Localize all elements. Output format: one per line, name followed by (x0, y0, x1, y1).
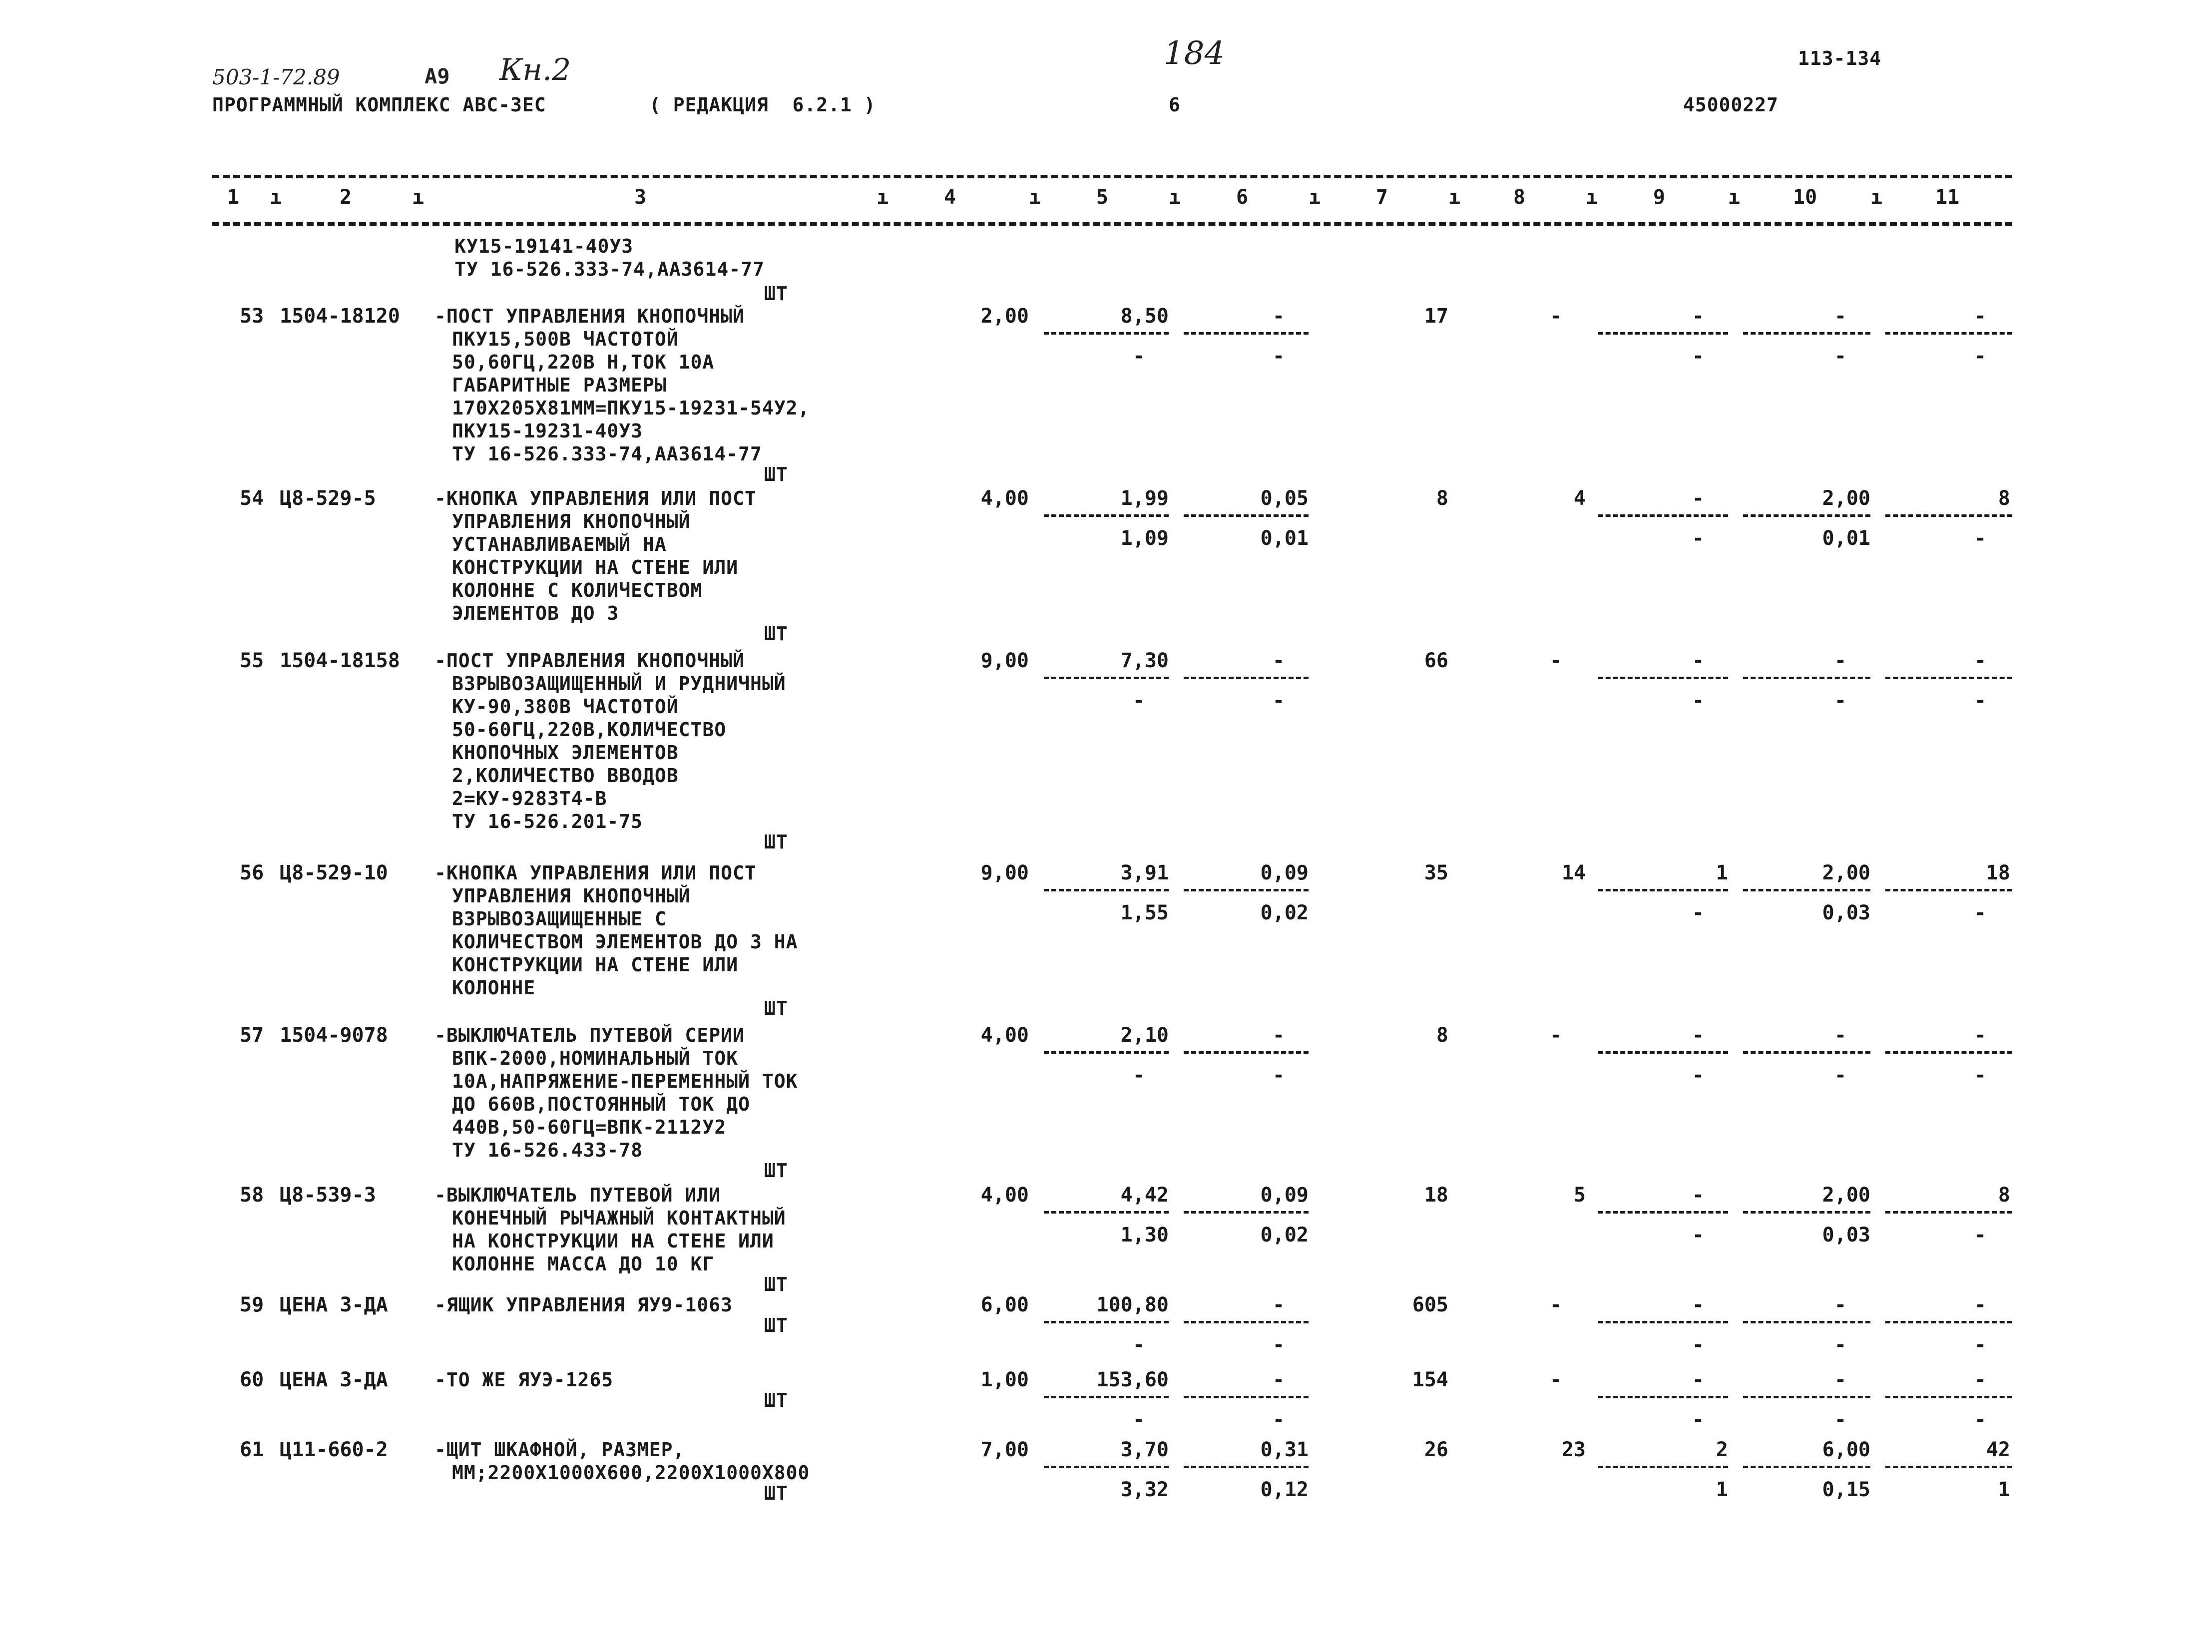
cell-c9b-dash: - (1692, 1064, 1705, 1087)
cell-c6: 0,09 (1260, 861, 1309, 884)
row-number: 61 (240, 1438, 264, 1461)
fraction-line (1885, 1051, 2012, 1054)
row-description-line: ВЗРЫВОЗАЩИЩЕННЫЕ С (452, 908, 667, 930)
cell-c11b-dash: - (1974, 527, 1987, 550)
fraction-line (1598, 1321, 1728, 1323)
cell-c11-dash: - (1974, 1024, 1987, 1047)
cell-c4: 4,00 (980, 1184, 1029, 1207)
doc-code: 503-1-72.89 (212, 65, 340, 89)
continuation-line: КУ15-19141-40УЗ (454, 235, 634, 257)
cell-c5: 2,10 (1120, 1024, 1169, 1047)
cell-c4: 9,00 (980, 861, 1029, 884)
cell-c5: 8,50 (1120, 305, 1169, 328)
col-header-3: 3 (634, 186, 647, 209)
fraction-line (1044, 1396, 1169, 1398)
row-code: 1504-9078 (280, 1024, 388, 1047)
row-unit: ШТ (764, 463, 788, 485)
row-unit: ШТ (764, 831, 788, 853)
cell-c7: 17 (1424, 305, 1448, 328)
row-description-line: КОЛИЧЕСТВОМ ЭЛЕМЕНТОВ ДО 3 НА (452, 931, 798, 953)
cell-c11-dash: - (1974, 1293, 1987, 1316)
row-description-line: 2,КОЛИЧЕСТВО ВВОДОВ (452, 765, 679, 787)
col-header-8: 8 (1513, 186, 1526, 209)
row-description-line: -ВЫКЛЮЧАТЕЛЬ ПУТЕВОЙ СЕРИИ (435, 1024, 745, 1046)
cell-c6b-dash: - (1272, 345, 1285, 368)
cell-c9b-dash: - (1692, 527, 1705, 550)
row-description-line: ПКУ15,500В ЧАСТОТОЙ (452, 328, 679, 350)
cell-c11b-dash: - (1974, 901, 1987, 924)
page-handwritten: 184 (1164, 35, 1225, 72)
cell-c9b-dash: - (1692, 689, 1705, 712)
cell-c11: 8 (1998, 487, 2010, 510)
col-separator: ı (877, 186, 889, 209)
cell-c8-dash: - (1549, 649, 1562, 672)
cell-c10b-dash: - (1834, 1064, 1847, 1087)
cell-c10: 2,00 (1822, 861, 1870, 884)
cell-c5b-dash: - (1132, 1408, 1145, 1431)
row-code: Ц8-529-10 (280, 861, 388, 884)
col-header-6: 6 (1236, 186, 1249, 209)
cell-c5: 100,80 (1096, 1293, 1169, 1316)
fraction-line (1743, 1211, 1870, 1214)
cell-c5: 4,42 (1120, 1184, 1169, 1207)
row-number: 58 (240, 1184, 264, 1207)
col-header-10: 10 (1793, 186, 1817, 209)
row-description-line: ТУ 16-526.333-74,АА3614-77 (452, 443, 762, 465)
cell-c8: 5 (1573, 1184, 1586, 1207)
fraction-line (1598, 1051, 1728, 1054)
row-description-line: ДО 660В,ПОСТОЯННЫЙ ТОК ДО (452, 1093, 750, 1115)
cell-c5: 3,70 (1120, 1438, 1169, 1461)
row-description-line: -ЩИТ ШКАФНОЙ, РАЗМЕР, (435, 1439, 685, 1461)
fraction-line (1885, 677, 2012, 679)
row-description-line: 50,60ГЦ,220В Н,ТОК 10А (452, 351, 715, 373)
cell-c5b: 1,30 (1120, 1224, 1169, 1246)
cell-c11b-dash: - (1974, 1333, 1987, 1356)
cell-c6b-dash: - (1272, 1064, 1285, 1087)
col-separator: ı (1728, 186, 1741, 209)
cell-c9-dash: - (1692, 649, 1705, 672)
row-description-line: 50-60ГЦ,220В,КОЛИЧЕСТВО (452, 719, 727, 741)
cell-c7: 154 (1412, 1368, 1448, 1391)
cell-c7: 8 (1436, 1024, 1448, 1047)
row-code: Ц8-539-3 (280, 1184, 376, 1207)
row-description-line: КОЛОННЕ МАССА ДО 10 КГ (452, 1253, 715, 1275)
cell-c11b: 1 (1998, 1478, 2010, 1501)
cell-c4: 2,00 (980, 305, 1029, 328)
cell-c10b: 0,01 (1822, 527, 1870, 550)
cell-c10b-dash: - (1834, 345, 1847, 368)
row-number: 53 (240, 305, 264, 328)
col-header-2: 2 (340, 186, 352, 209)
col-header-4: 4 (944, 186, 956, 209)
row-description-line: КОНЕЧНЫЙ РЫЧАЖНЫЙ КОНТАКТНЫЙ (452, 1207, 786, 1229)
cell-c6b: 0,02 (1260, 1224, 1309, 1246)
row-description-line: КНОПОЧНЫХ ЭЛЕМЕНТОВ (452, 742, 679, 764)
cell-c9b-dash: - (1692, 1333, 1705, 1356)
row-description-line: КОНСТРУКЦИИ НА СТЕНЕ ИЛИ (452, 556, 739, 578)
cell-c10: 2,00 (1822, 1184, 1870, 1207)
cell-c6-dash: - (1272, 305, 1285, 328)
fraction-line (1044, 1211, 1169, 1214)
table-header-rule (212, 222, 2012, 226)
row-description-line: НА КОНСТРУКЦИИ НА СТЕНЕ ИЛИ (452, 1230, 774, 1252)
cell-c6-dash: - (1272, 649, 1285, 672)
cell-c11b-dash: - (1974, 1408, 1987, 1431)
row-description-line: -КНОПКА УПРАВЛЕНИЯ ИЛИ ПОСТ (435, 862, 757, 884)
fraction-line (1184, 677, 1309, 679)
cell-c4: 1,00 (980, 1368, 1029, 1391)
cell-c5: 1,99 (1120, 487, 1169, 510)
cell-c5: 153,60 (1096, 1368, 1169, 1391)
fraction-line (1885, 1466, 2012, 1468)
cell-c10b: 0,03 (1822, 901, 1870, 924)
col-header-1: 1 (227, 186, 240, 209)
fraction-line (1743, 1051, 1870, 1054)
cell-c11b-dash: - (1974, 1224, 1987, 1246)
cell-c10-dash: - (1834, 1368, 1847, 1391)
row-unit: ШТ (764, 1389, 788, 1411)
row-description-line: 440В,50-60ГЦ=ВПК-2112У2 (452, 1116, 727, 1138)
cell-c9-dash: - (1692, 305, 1705, 328)
cell-c9b: 1 (1716, 1478, 1728, 1501)
col-separator: ı (1029, 186, 1041, 209)
row-description-line: ЭЛЕМЕНТОВ ДО 3 (452, 602, 619, 624)
continuation-unit: ШТ (764, 283, 788, 305)
fraction-line (1184, 889, 1309, 891)
row-description-line: ММ;2200Х1000Х600,2200Х1000Х800 (452, 1462, 810, 1484)
cell-c6-dash: - (1272, 1024, 1285, 1047)
row-code: 1504-18120 (280, 305, 400, 328)
cell-c9: 2 (1716, 1438, 1728, 1461)
cell-c10: 6,00 (1822, 1438, 1870, 1461)
col-separator: ı (270, 186, 282, 209)
col-separator: ı (1586, 186, 1598, 209)
cell-c7: 8 (1436, 487, 1448, 510)
row-description-line: ВЗРЫВОЗАЩИЩЕННЫЙ И РУДНИЧНЫЙ (452, 673, 786, 695)
col-separator: ı (412, 186, 425, 209)
row-number: 57 (240, 1024, 264, 1047)
cell-c5b-dash: - (1132, 1064, 1145, 1087)
cell-c9: 1 (1716, 861, 1728, 884)
cell-c9b-dash: - (1692, 1224, 1705, 1246)
row-code: Ц8-529-5 (280, 487, 376, 510)
row-description-line: -ЯЩИК УПРАВЛЕНИЯ ЯУ9-1063 (435, 1294, 733, 1316)
row-description-line: УПРАВЛЕНИЯ КНОПОЧНЫЙ (452, 885, 691, 907)
cell-c7: 66 (1424, 649, 1448, 672)
cell-c6b: 0,01 (1260, 527, 1309, 550)
fraction-line (1598, 1396, 1728, 1398)
fraction-line (1598, 514, 1728, 517)
row-number: 54 (240, 487, 264, 510)
edition: ( РЕДАКЦИЯ 6.2.1 ) (649, 94, 876, 116)
cell-c11b-dash: - (1974, 689, 1987, 712)
row-description-line: УСТАНАВЛИВАЕМЫЙ НА (452, 533, 667, 555)
cell-c4: 6,00 (980, 1293, 1029, 1316)
cell-c9b-dash: - (1692, 901, 1705, 924)
fraction-line (1044, 332, 1169, 335)
fraction-line (1598, 889, 1728, 891)
fraction-line (1743, 1396, 1870, 1398)
fraction-line (1184, 332, 1309, 335)
fraction-line (1044, 677, 1169, 679)
cell-c5b-dash: - (1132, 345, 1145, 368)
fraction-line (1598, 1211, 1728, 1214)
cell-c8-dash: - (1549, 1024, 1562, 1047)
cell-c6b: 0,02 (1260, 901, 1309, 924)
cell-c6-dash: - (1272, 1368, 1285, 1391)
row-number: 55 (240, 649, 264, 672)
doc-number: 45000227 (1683, 94, 1779, 116)
row-code: ЦЕНА 3-ДА (280, 1293, 388, 1316)
col-separator: ı (1870, 186, 1883, 209)
cell-c4: 4,00 (980, 487, 1029, 510)
row-description-line: КУ-90,380В ЧАСТОТОЙ (452, 696, 679, 718)
fraction-line (1743, 1466, 1870, 1468)
fraction-line (1184, 1466, 1309, 1468)
col-header-11: 11 (1935, 186, 1960, 209)
book-handwritten: Кн.2 (499, 52, 571, 87)
cell-c7: 26 (1424, 1438, 1448, 1461)
cell-c4: 7,00 (980, 1438, 1029, 1461)
cell-c5b: 3,32 (1120, 1478, 1169, 1501)
row-description-line: ТУ 16-526.433-78 (452, 1139, 643, 1161)
cell-c11-dash: - (1974, 305, 1987, 328)
cell-c10b-dash: - (1834, 1333, 1847, 1356)
row-description-line: ПКУ15-19231-40УЗ (452, 420, 643, 442)
row-unit: ШТ (764, 1273, 788, 1295)
cell-c10-dash: - (1834, 1024, 1847, 1047)
cell-c4: 9,00 (980, 649, 1029, 672)
cell-c10: 2,00 (1822, 487, 1870, 510)
cell-c9b-dash: - (1692, 345, 1705, 368)
fraction-line (1044, 514, 1169, 517)
fraction-line (1743, 514, 1870, 517)
cell-c6b-dash: - (1272, 689, 1285, 712)
cell-c5: 3,91 (1120, 861, 1169, 884)
fraction-line (1885, 1396, 2012, 1398)
cell-c6-dash: - (1272, 1293, 1285, 1316)
fraction-line (1184, 1321, 1309, 1323)
col-header-5: 5 (1096, 186, 1109, 209)
fraction-line (1044, 889, 1169, 891)
cell-c11: 42 (1986, 1438, 2010, 1461)
cell-c10b: 0,03 (1822, 1224, 1870, 1246)
cell-c4: 4,00 (980, 1024, 1029, 1047)
fraction-line (1743, 677, 1870, 679)
cell-c10b: 0,15 (1822, 1478, 1870, 1501)
row-description-line: 170Х205Х81ММ=ПКУ15-19231-54У2, (452, 397, 810, 419)
col-separator: ı (1448, 186, 1461, 209)
fraction-line (1885, 1211, 2012, 1214)
row-description-line: -ПОСТ УПРАВЛЕНИЯ КНОПОЧНЫЙ (435, 305, 745, 327)
cell-c6: 0,05 (1260, 487, 1309, 510)
row-description-line: ГАБАРИТНЫЕ РАЗМЕРЫ (452, 374, 667, 396)
row-description-line: -КНОПКА УПРАВЛЕНИЯ ИЛИ ПОСТ (435, 487, 757, 509)
fraction-line (1885, 889, 2012, 891)
cell-c7: 35 (1424, 861, 1448, 884)
fraction-line (1885, 1321, 2012, 1323)
col-separator: ı (1309, 186, 1321, 209)
cell-c11-dash: - (1974, 1368, 1987, 1391)
album-label: А9 (425, 64, 450, 88)
fraction-line (1184, 1396, 1309, 1398)
cell-c6b-dash: - (1272, 1408, 1285, 1431)
cell-c10b-dash: - (1834, 689, 1847, 712)
row-number: 60 (240, 1368, 264, 1391)
col-header-7: 7 (1376, 186, 1388, 209)
cell-c11: 8 (1998, 1184, 2010, 1207)
fraction-line (1044, 1466, 1169, 1468)
fraction-line (1184, 1051, 1309, 1054)
col-header-9: 9 (1653, 186, 1666, 209)
cell-c8-dash: - (1549, 305, 1562, 328)
page-range: 113-134 (1798, 47, 1882, 69)
cell-c9-dash: - (1692, 1184, 1705, 1207)
fraction-line (1885, 514, 2012, 517)
cell-c9-dash: - (1692, 487, 1705, 510)
cell-c6b: 0,12 (1260, 1478, 1309, 1501)
fraction-line (1743, 332, 1870, 335)
cell-c6: 0,09 (1260, 1184, 1309, 1207)
fraction-line (1743, 1321, 1870, 1323)
row-code: ЦЕНА 3-ДА (280, 1368, 388, 1391)
row-unit: ШТ (764, 997, 788, 1019)
cell-c5b-dash: - (1132, 689, 1145, 712)
row-description-line: ВПК-2000,НОМИНАЛЬНЫЙ ТОК (452, 1047, 739, 1069)
cell-c8-dash: - (1549, 1368, 1562, 1391)
cell-c5: 7,30 (1120, 649, 1169, 672)
cell-c10b-dash: - (1834, 1408, 1847, 1431)
row-code: Ц11-660-2 (280, 1438, 388, 1461)
row-unit: ШТ (764, 623, 788, 645)
table-top-rule (212, 175, 2012, 178)
cell-c9-dash: - (1692, 1024, 1705, 1047)
cell-c10-dash: - (1834, 305, 1847, 328)
cell-c7: 605 (1412, 1293, 1448, 1316)
row-description-line: УПРАВЛЕНИЯ КНОПОЧНЫЙ (452, 510, 691, 532)
cell-c6b-dash: - (1272, 1333, 1285, 1356)
fraction-line (1598, 677, 1728, 679)
row-description-line: КОНСТРУКЦИИ НА СТЕНЕ ИЛИ (452, 954, 739, 976)
fraction-line (1885, 332, 2012, 335)
row-description-line: -ПОСТ УПРАВЛЕНИЯ КНОПОЧНЫЙ (435, 650, 745, 672)
cell-c8: 14 (1561, 861, 1586, 884)
fraction-line (1598, 1466, 1728, 1468)
fraction-line (1044, 1321, 1169, 1323)
row-description-line: -ВЫКЛЮЧАТЕЛЬ ПУТЕВОЙ ИЛИ (435, 1184, 721, 1206)
cell-c8: 23 (1561, 1438, 1586, 1461)
cell-c5b-dash: - (1132, 1333, 1145, 1356)
fraction-line (1598, 332, 1728, 335)
cell-c10-dash: - (1834, 649, 1847, 672)
sheet-number: 6 (1169, 94, 1181, 116)
cell-c8: 4 (1573, 487, 1586, 510)
cell-c8-dash: - (1549, 1293, 1562, 1316)
cell-c9-dash: - (1692, 1368, 1705, 1391)
fraction-line (1044, 1051, 1169, 1054)
row-number: 56 (240, 861, 264, 884)
cell-c5b: 1,55 (1120, 901, 1169, 924)
row-unit: ШТ (764, 1314, 788, 1336)
row-unit: ШТ (764, 1160, 788, 1182)
row-number: 59 (240, 1293, 264, 1316)
row-description-line: КОЛОННЕ (452, 977, 536, 999)
fraction-line (1743, 889, 1870, 891)
cell-c11: 18 (1986, 861, 2010, 884)
row-description-line: 2=КУ-9283Т4-В (452, 788, 607, 810)
row-description-line: ТУ 16-526.201-75 (452, 811, 643, 832)
cell-c6: 0,31 (1260, 1438, 1309, 1461)
row-description-line: КОЛОННЕ С КОЛИЧЕСТВОМ (452, 579, 703, 601)
cell-c11-dash: - (1974, 649, 1987, 672)
row-code: 1504-18158 (280, 649, 400, 672)
fraction-line (1184, 514, 1309, 517)
cell-c7: 18 (1424, 1184, 1448, 1207)
cell-c9-dash: - (1692, 1293, 1705, 1316)
fraction-line (1184, 1211, 1309, 1214)
cell-c11b-dash: - (1974, 345, 1987, 368)
col-separator: ı (1169, 186, 1181, 209)
row-description-line: -ТО ЖЕ ЯУЭ-1265 (435, 1369, 614, 1391)
row-unit: ШТ (764, 1482, 788, 1504)
program-title: ПРОГРАММНЫЙ КОМПЛЕКС АВС-3ЕС (212, 94, 546, 116)
cell-c9b-dash: - (1692, 1408, 1705, 1431)
cell-c11b-dash: - (1974, 1064, 1987, 1087)
continuation-line: ТУ 16-526.333-74,АА3614-77 (454, 258, 765, 280)
row-description-line: 10А,НАПРЯЖЕНИЕ-ПЕРЕМЕННЫЙ ТОК (452, 1070, 798, 1092)
cell-c5b: 1,09 (1120, 527, 1169, 550)
cell-c10-dash: - (1834, 1293, 1847, 1316)
